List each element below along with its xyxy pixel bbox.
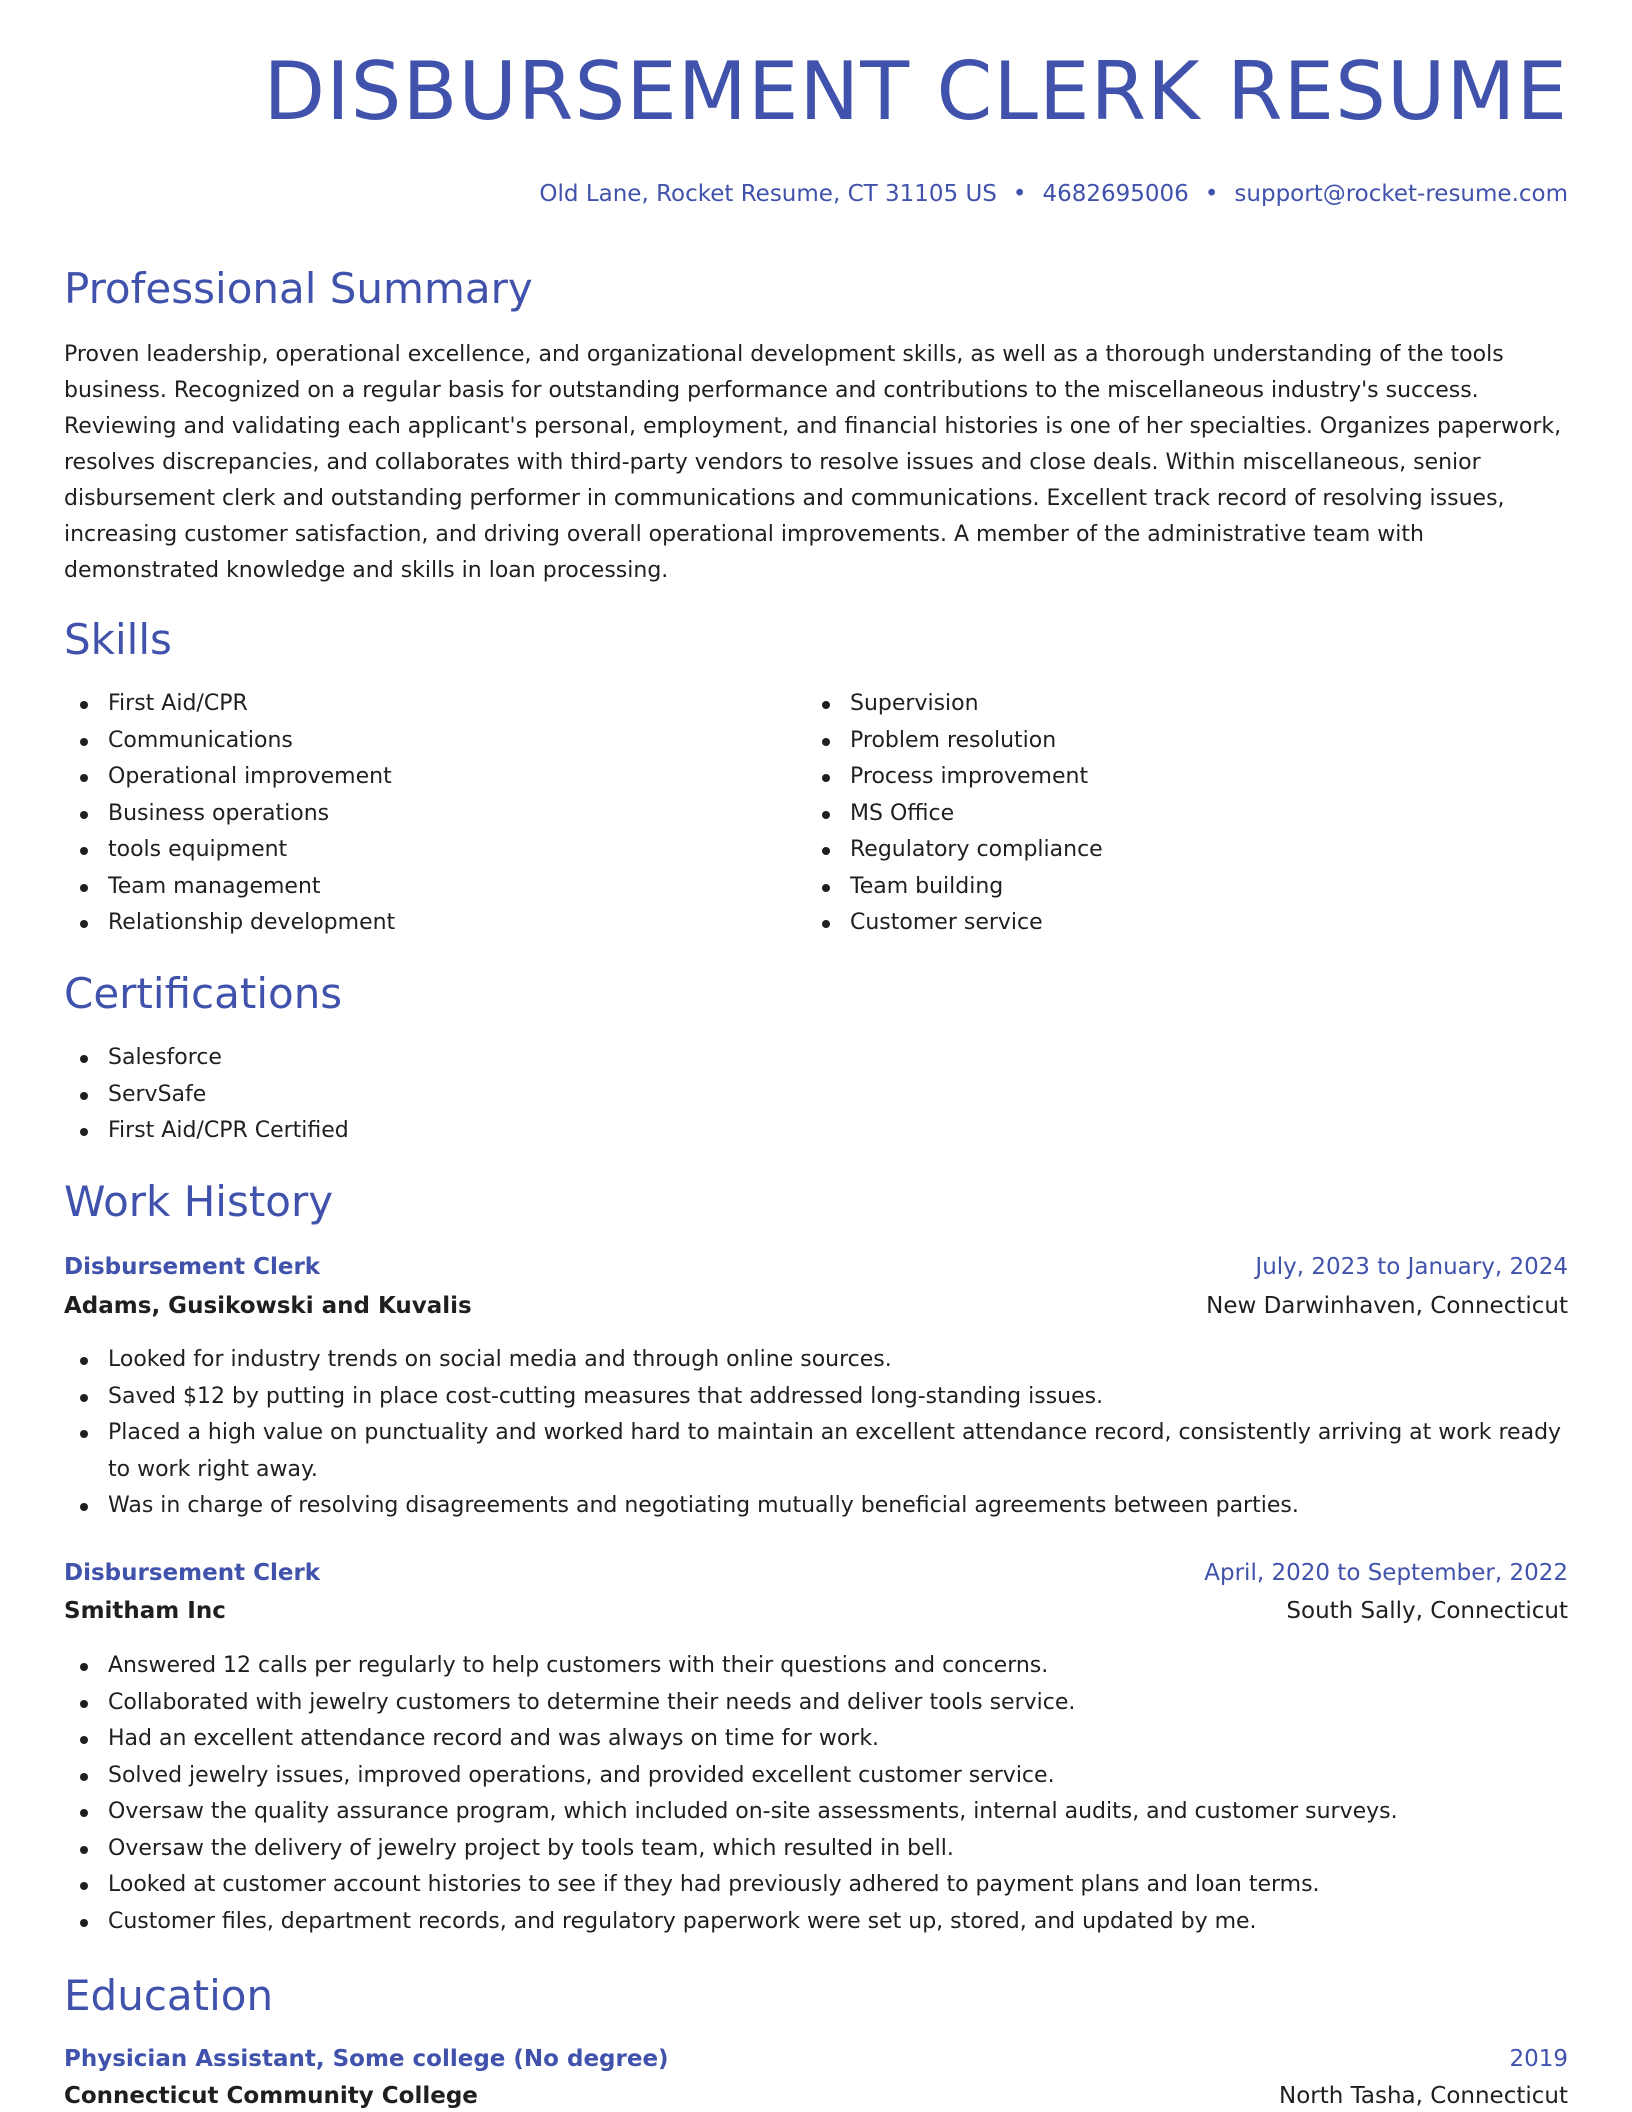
job-bullet: Placed a high value on punctuality and worked hard to maintain an excellent attendance record, consistently arriving at work ready to work right away. <box>64 1415 1568 1488</box>
job-employer <box>64 1600 1568 1623</box>
bullet-icon <box>80 1055 88 1063</box>
skill-item: Process improvement <box>806 759 1546 796</box>
certification-item: ServSafe <box>64 1077 1568 1114</box>
contact-separator: • <box>1012 181 1027 207</box>
job-header <box>64 1562 1568 1585</box>
contact-email: support@rocket-resume.com <box>1234 181 1568 207</box>
job-bullet: Customer files, department records, and regulatory paperwork were set up, stored, and updated by me. <box>64 1904 1568 1941</box>
job-responsibilities <box>64 1342 1568 1525</box>
job-bullet: Collaborated with jewelry customers to determine their needs and deliver tools service. <box>64 1685 1568 1722</box>
bullet-icon <box>80 920 88 928</box>
skills-heading: Skills <box>64 615 172 664</box>
skill-item: MS Office <box>806 796 1546 833</box>
contact-phone: 4682695006 <box>1042 181 1189 207</box>
certifications-heading: Certifications <box>64 969 343 1018</box>
job-bullet: Had an excellent attendance record and was always on time for work. <box>64 1721 1568 1758</box>
bullet-icon <box>80 1092 88 1100</box>
skill-item: Relationship development <box>64 905 804 942</box>
summary-heading: Professional Summary <box>64 264 533 313</box>
bullet-icon <box>822 811 830 819</box>
job-company: Adams, Gusikowski and Kuvalis <box>64 1293 472 1319</box>
education-heading: Education <box>64 1971 274 2020</box>
skill-item: Operational improvement <box>64 759 804 796</box>
job-bullet: Was in charge of resolving disagreements and negotiating mutually beneficial agreements between parties. <box>64 1488 1568 1525</box>
education-year: 2019 <box>1509 2046 1568 2072</box>
job-title: Disbursement Clerk <box>64 1254 321 1280</box>
bullet-icon <box>80 811 88 819</box>
bullet-icon <box>80 1846 88 1854</box>
bullet-icon <box>80 1663 88 1671</box>
bullet-icon <box>80 1128 88 1136</box>
skill-item: tools equipment <box>64 832 804 869</box>
job-bullet: Oversaw the delivery of jewelry project by tools team, which resulted in bell. <box>64 1831 1568 1868</box>
bullet-icon <box>80 847 88 855</box>
contact-separator: • <box>1204 181 1219 207</box>
certification-item: Salesforce <box>64 1040 1568 1077</box>
skill-item: Customer service <box>806 905 1546 942</box>
bullet-icon <box>80 1773 88 1781</box>
education-location: North Tasha, Connecticut <box>1279 2083 1568 2109</box>
job-bullet: Looked for industry trends on social media and through online sources. <box>64 1342 1568 1379</box>
contact-address: Old Lane, Rocket Resume, CT 31105 US <box>539 181 997 207</box>
job-responsibilities <box>64 1648 1568 1940</box>
skill-item: Team building <box>806 869 1546 906</box>
bullet-icon <box>80 774 88 782</box>
bullet-icon <box>80 1809 88 1817</box>
bullet-icon <box>80 1919 88 1927</box>
education-header <box>64 2048 1568 2071</box>
job-bullet: Oversaw the quality assurance program, which included on-site assessments, internal audits, and customer surveys. <box>64 1794 1568 1831</box>
skill-item: Regulatory compliance <box>806 832 1546 869</box>
bullet-icon <box>822 738 830 746</box>
bullet-icon <box>80 1394 88 1402</box>
skill-item: Business operations <box>64 796 804 833</box>
skill-item: Communications <box>64 723 804 760</box>
job-title: Disbursement Clerk <box>64 1560 321 1586</box>
job-bullet: Solved jewelry issues, improved operations, and provided excellent customer service. <box>64 1758 1568 1795</box>
job-employer <box>64 1295 1568 1318</box>
bullet-icon <box>822 847 830 855</box>
bullet-icon <box>80 1503 88 1511</box>
job-bullet: Saved $12 by putting in place cost-cutting measures that addressed long-standing issues. <box>64 1379 1568 1416</box>
bullet-icon <box>822 774 830 782</box>
skills-list-left <box>64 686 804 942</box>
education-school-row <box>64 2085 1568 2108</box>
bullet-icon <box>80 1430 88 1438</box>
skill-item: Team management <box>64 869 804 906</box>
bullet-icon <box>80 701 88 709</box>
skills-list-right <box>806 686 1546 942</box>
job-bullet: Answered 12 calls per regularly to help customers with their questions and concerns. <box>64 1648 1568 1685</box>
summary-text: Proven leadership, operational excellence, and organizational development skills, as well as a thorough understanding of the tools business. Recognized on a regular basis for outstanding performance and contributions to the miscellaneous industry's success. Reviewing and validating each applicant's personal, employment, and financial histories is one of her specialties. Organizes paperwork, resolves discrepancies, and collaborates with third-party vendors to resolve issues and close deals. Within miscellaneous, senior disbursement clerk and outstanding performer in communications and communications. Excellent track record of resolving issues, increasing customer satisfaction, and driving overall operational improvements. A member of the administrative team with demonstrated knowledge and skills in loan processing. <box>64 342 1562 583</box>
bullet-icon <box>80 884 88 892</box>
bullet-icon <box>80 1357 88 1365</box>
bullet-icon <box>80 1700 88 1708</box>
job-location: South Sally, Connecticut <box>1286 1598 1568 1624</box>
bullet-icon <box>80 1736 88 1744</box>
job-dates: July, 2023 to January, 2024 <box>1255 1254 1568 1280</box>
certifications-list <box>64 1040 1568 1150</box>
job-location: New Darwinhaven, Connecticut <box>1206 1293 1568 1319</box>
bullet-icon <box>80 738 88 746</box>
job-bullet: Looked at customer account histories to see if they had previously adhered to payment plans and loan terms. <box>64 1867 1568 1904</box>
bullet-icon <box>822 701 830 709</box>
resume-title: DISBURSEMENT CLERK RESUME <box>263 45 1568 138</box>
education-degree: Physician Assistant, Some college (No degree) <box>64 2046 669 2072</box>
bullet-icon <box>822 884 830 892</box>
job-dates: April, 2020 to September, 2022 <box>1204 1560 1568 1586</box>
contact-line <box>539 183 1568 206</box>
work-history-heading: Work History <box>64 1177 334 1226</box>
certification-item: First Aid/CPR Certified <box>64 1113 1568 1150</box>
skill-item: Supervision <box>806 686 1546 723</box>
bullet-icon <box>80 1882 88 1890</box>
skill-item: Problem resolution <box>806 723 1546 760</box>
education-school: Connecticut Community College <box>64 2083 478 2109</box>
job-header <box>64 1256 1568 1279</box>
job-company: Smitham Inc <box>64 1598 226 1624</box>
bullet-icon <box>822 920 830 928</box>
skill-item: First Aid/CPR <box>64 686 804 723</box>
